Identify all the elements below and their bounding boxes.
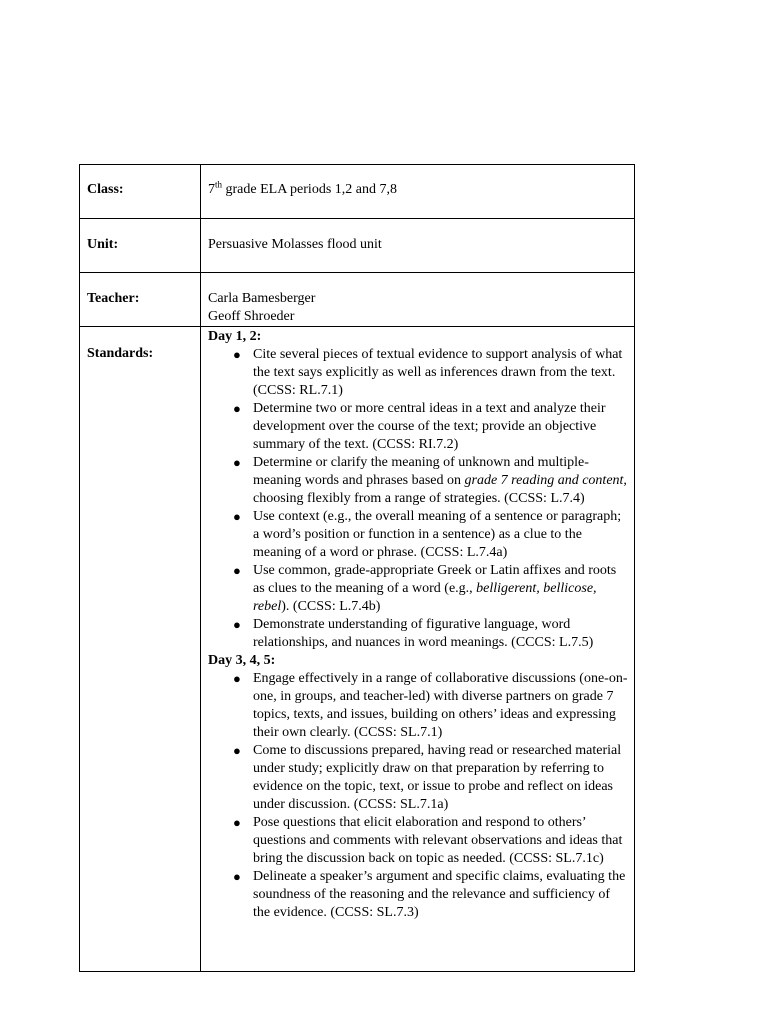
grade-ordinal-suffix: th — [215, 179, 223, 190]
unit-label: Unit: — [80, 219, 201, 273]
bullet-icon: ● — [233, 347, 241, 362]
standard-text: Determine two or more central ideas in a text and analyze their development over the course of the text; provide an objective summary of the text. (CCSS: RI.7.2) — [253, 401, 606, 452]
standard-text-italic: belligerent, bellicose, rebel — [253, 581, 597, 614]
standard-text: Use common, grade-appropriate Greek or Latin affixes and roots as clues to the meaning of a word (e.g., — [253, 563, 617, 596]
standard-item — [233, 616, 628, 652]
standard-text: Use context (e.g., the overall meaning of a sentence or paragraph; a word’s position or function in a sentence) as a clue to the meaning of a word or phrase. (CCSS: L.7.4a) — [253, 509, 622, 560]
standards-bullet-list — [208, 670, 628, 922]
standard-text-italic: grade 7 reading and content — [464, 473, 624, 488]
standard-text: Pose questions that elicit elaboration and respond to others’ questions and comments with relevant observations and ideas that bring the discussion back on topic as needed. (CCSS: SL.7.1c) — [253, 815, 623, 866]
class-description: grade ELA periods 1,2 and 7,8 — [222, 182, 397, 197]
teacher-value — [201, 273, 635, 327]
teacher-row — [80, 273, 635, 327]
bullet-icon: ● — [233, 815, 241, 830]
standard-item — [233, 742, 628, 814]
standards-row — [80, 327, 635, 972]
standard-item — [233, 814, 628, 868]
bullet-icon: ● — [233, 563, 241, 578]
standard-text: Cite several pieces of textual evidence to support analysis of what the text says explicitly as well as inferences drawn from the text. (CCSS: RL.7.1) — [253, 347, 623, 398]
standard-text: Come to discussions prepared, having read or researched material under study; explicitly draw on that preparation by referring to evidence on the topic, text, or issue to probe and reflect on ideas under discussion. (CCSS: SL.7.1a) — [253, 743, 622, 812]
standards-bullet-list — [208, 346, 628, 652]
standard-item — [233, 670, 628, 742]
bullet-icon: ● — [233, 617, 241, 632]
bullet-icon: ● — [233, 401, 241, 416]
day-heading: Day 1, 2: — [208, 329, 262, 344]
standard-text: Demonstrate understanding of figurative language, word relationships, and nuances in word meanings. (CCCS: L.7.5) — [253, 617, 594, 650]
standard-text: Engage effectively in a range of collaborative discussions (one-on-one, in groups, and teacher-led) with diverse partners on grade 7 topics, texts, and issues, building on others’ ideas and expressing their own clearly. (CCSS: SL.7.1) — [253, 671, 628, 740]
standards-label: Standards: — [80, 327, 201, 972]
unit-value: Persuasive Molasses flood unit — [201, 219, 635, 273]
bullet-icon: ● — [233, 743, 241, 758]
standards-list — [201, 327, 635, 972]
grade-number: 7 — [208, 182, 215, 197]
standard-text: Determine or clarify the meaning of unknown and multiple-meaning words and phrases based on — [253, 455, 589, 488]
standard-item — [233, 346, 628, 400]
bullet-icon: ● — [233, 671, 241, 686]
class-row — [80, 165, 635, 219]
standard-item — [233, 562, 628, 616]
standard-text: Delineate a speaker’s argument and specific claims, evaluating the soundness of the reasoning and the relevance and sufficiency of the evidence. (CCSS: SL.7.3) — [253, 869, 626, 920]
teacher-name: Geoff Shroeder — [208, 309, 295, 324]
standard-item — [233, 454, 628, 508]
standard-item — [233, 508, 628, 562]
bullet-icon: ● — [233, 509, 241, 524]
teacher-label: Teacher: — [80, 273, 201, 327]
standard-text: ). (CCSS: L.7.4b) — [281, 599, 381, 614]
standard-item — [233, 400, 628, 454]
class-value — [201, 165, 635, 219]
day-heading: Day 3, 4, 5: — [208, 653, 276, 668]
bullet-icon: ● — [233, 455, 241, 470]
bullet-icon: ● — [233, 869, 241, 884]
lesson-plan-table — [79, 164, 635, 972]
class-label: Class: — [80, 165, 201, 219]
standard-text: , choosing flexibly from a range of strategies. (CCSS: L.7.4) — [253, 473, 627, 506]
unit-row — [80, 219, 635, 273]
standard-item — [233, 868, 628, 922]
teacher-name: Carla Bamesberger — [208, 291, 316, 306]
